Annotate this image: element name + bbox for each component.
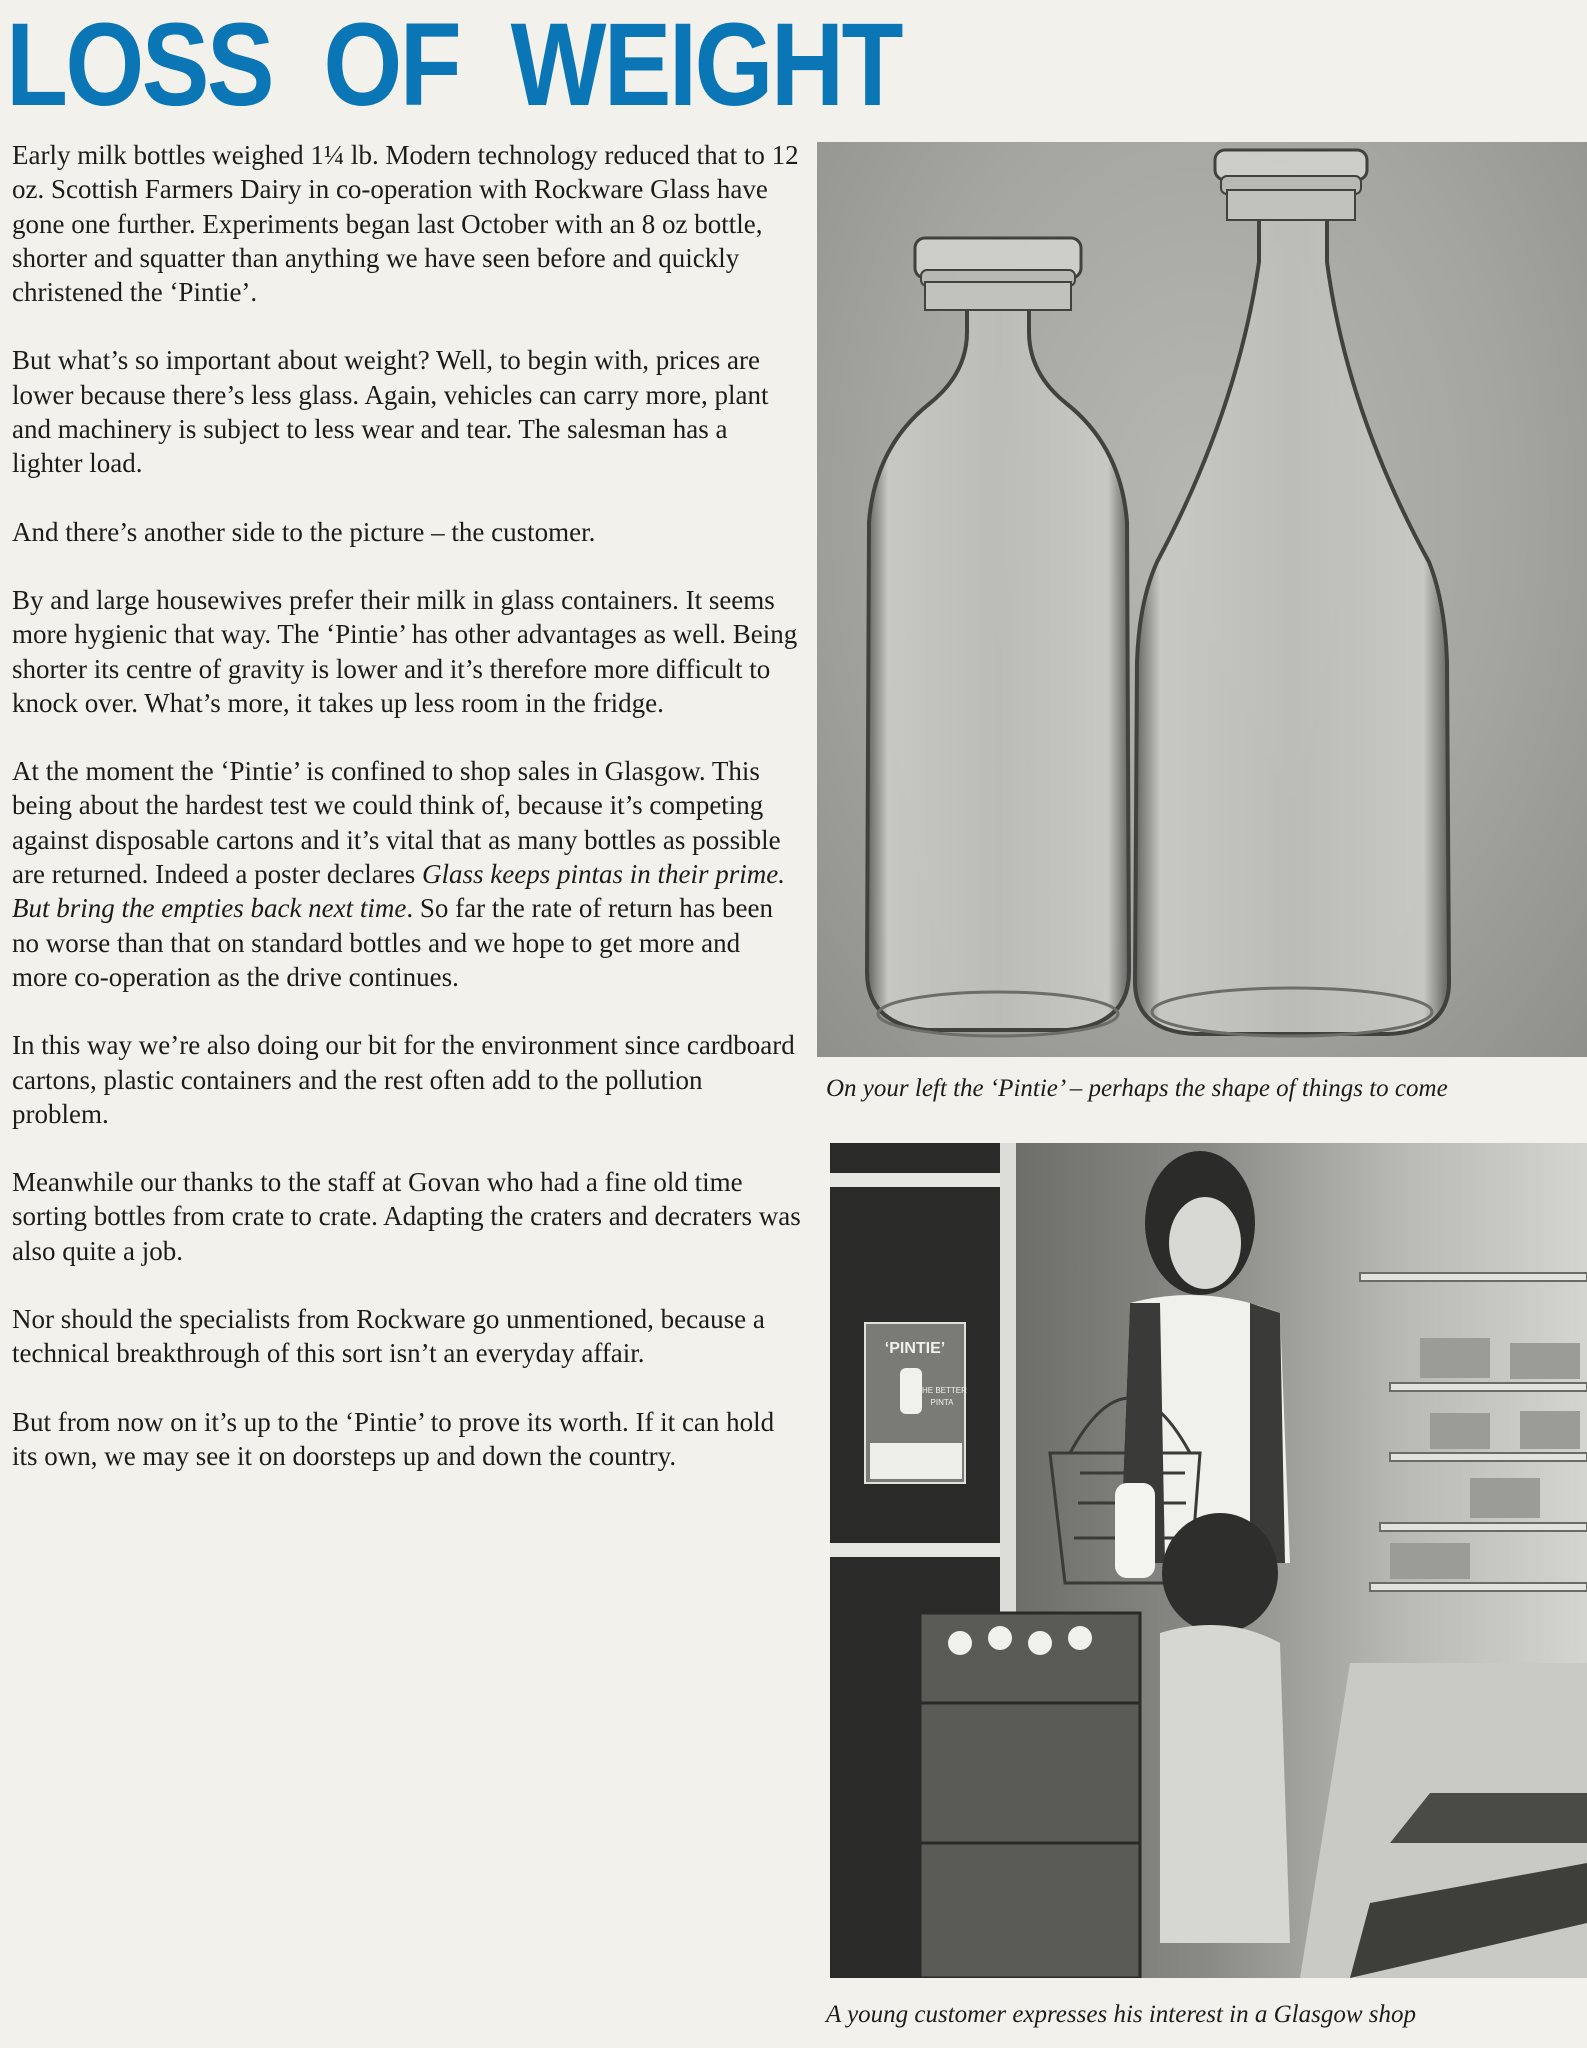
headline: LOSS OF WEIGHT [6,0,901,131]
paragraph-conclusion: But from now on it’s up to the ‘Pintie’ to prove its worth. If it can hold its own, we may see it on doorsteps up and down the country. [12,1406,775,1471]
pintie-bottle [867,238,1129,1036]
child-customer [1160,1513,1290,1943]
paragraph-weight: But what’s so important about weight? Well, to begin with, prices are lower because there’s less glass. Again, vehicles can carry more, plant and machinery is subject to less wear and tear. The salesman has a lighter load. [12,345,769,479]
shop-scene-illustration [830,1143,1587,1978]
paragraph-customer: And there’s another side to the picture – the customer. [12,516,596,547]
milk-bottles-illustration [817,142,1587,1057]
svg-text:‘PINTIE’: ‘PINTIE’ [884,1340,946,1357]
svg-text:THE BETTER: THE BETTER [917,1386,967,1395]
article-body [12,138,802,1507]
milk-crate [920,1613,1140,1978]
pintie-bottle-in-hand [1115,1483,1155,1578]
paragraph-environment: In this way we’re also doing our bit for the environment since cardboard cartons, plastic containers and the rest often add to the pollution problem. [12,1030,795,1129]
svg-text:PINTA: PINTA [930,1398,954,1407]
bottles-photo [817,142,1587,1057]
shop-photo [830,1143,1587,1978]
poster-quote: Glass keeps pintas in their prime. But bring the empties back next time [12,859,786,924]
caption-bottles: On your left the ‘Pintie’ – perhaps the shape of things to come [826,1075,1448,1102]
paragraph-intro: Early milk bottles weighed 1¼ lb. Modern technology reduced that to 12 oz. Scottish Farmers Dairy in co-operation with Rockware Glass have gone one further. Experiments began last October with an 8 oz bottle, shorter and squatter than anything we have seen before and quickly christened the ‘Pintie’. [12,140,799,308]
paragraph-glasgow: At the moment the ‘Pintie’ is confined to shop sales in Glasgow. This being about the hardest test we could think of, because it’s competing against disposable cartons and it’s vital that as many bottles as possible are returned. Indeed a poster declares Glass keeps pintas in their prime. But bring the empties back next time. So far the rate of return has been no worse than that on standard bottles and we hope to get more and more co-operation as the drive continues. [12,756,786,992]
paragraph-govan: Meanwhile our thanks to the staff at Govan who had a fine old time sorting bottles from crate to crate. Adapting the craters and decraters was also quite a job. [12,1167,801,1266]
pintie-poster [865,1323,967,1483]
paragraph-housewives: By and large housewives prefer their milk in glass containers. It seems more hygienic that way. The ‘Pintie’ has other advantages as well. Being shorter its centre of gravity is lower and it’s therefore more difficult to knock over. What’s more, it takes up less room in the fridge. [12,584,798,718]
caption-shop: A young customer expresses his interest in a Glasgow shop [826,2001,1417,2028]
standard-bottle [1135,150,1449,1036]
paragraph-rockware: Nor should the specialists from Rockware go unmentioned, because a technical breakthrough of this sort isn’t an everyday affair. [12,1304,765,1369]
